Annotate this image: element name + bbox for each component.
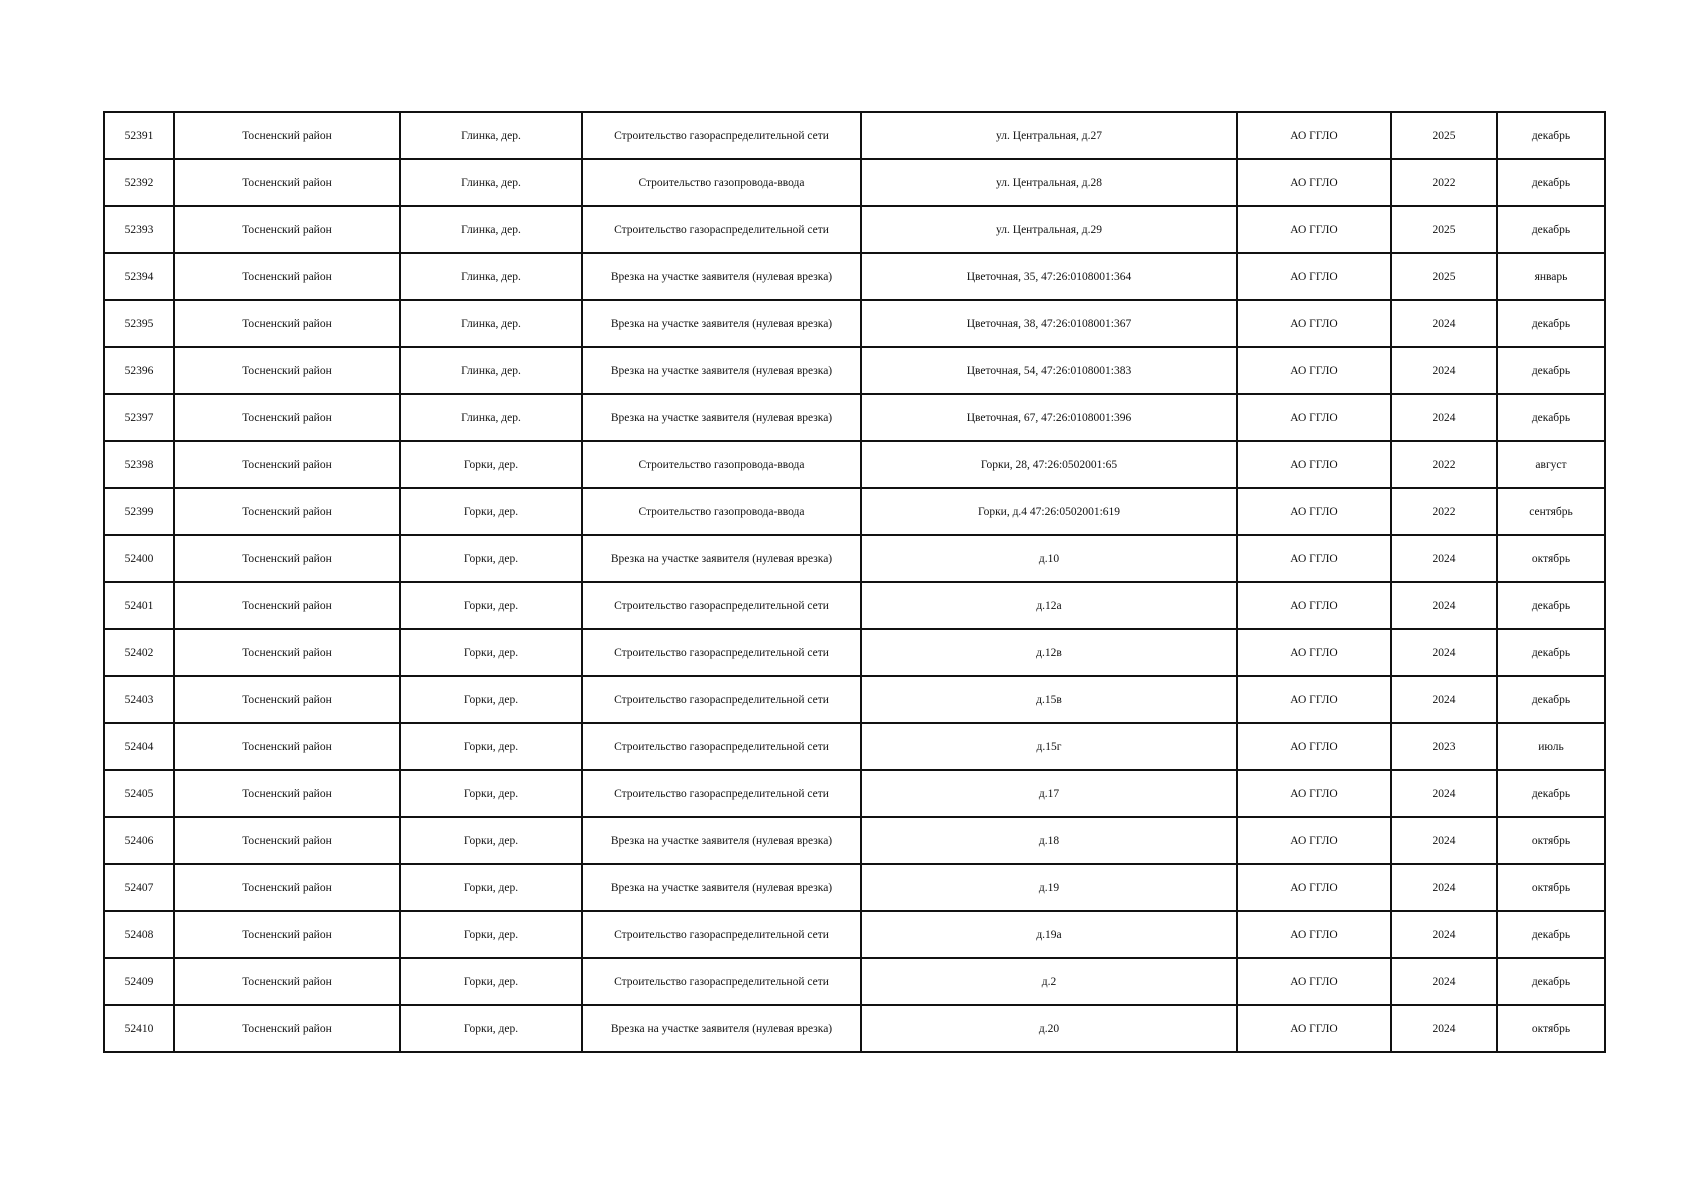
settlement-cell: Горки, дер. [400, 535, 582, 582]
work-type-cell: Строительство газопровода-ввода [582, 159, 861, 206]
month-cell: январь [1497, 253, 1605, 300]
month-cell: декабрь [1497, 770, 1605, 817]
settlement-cell: Горки, дер. [400, 817, 582, 864]
organization-cell: АО ГГЛО [1237, 582, 1391, 629]
id-cell: 52399 [104, 488, 174, 535]
work-type-cell: Врезка на участке заявителя (нулевая врезка) [582, 864, 861, 911]
id-cell: 52397 [104, 394, 174, 441]
year-cell: 2024 [1391, 770, 1497, 817]
table-row [104, 817, 1605, 864]
organization-cell: АО ГГЛО [1237, 770, 1391, 817]
work-type-cell: Врезка на участке заявителя (нулевая врезка) [582, 535, 861, 582]
address-cell: ул. Центральная, д.29 [861, 206, 1237, 253]
table-row [104, 159, 1605, 206]
work-type-cell: Строительство газораспределительной сети [582, 206, 861, 253]
year-cell: 2025 [1391, 253, 1497, 300]
organization-cell: АО ГГЛО [1237, 347, 1391, 394]
table-row [104, 535, 1605, 582]
id-cell: 52391 [104, 112, 174, 159]
organization-cell: АО ГГЛО [1237, 159, 1391, 206]
work-type-cell: Врезка на участке заявителя (нулевая врезка) [582, 1005, 861, 1052]
organization-cell: АО ГГЛО [1237, 911, 1391, 958]
year-cell: 2024 [1391, 864, 1497, 911]
table-row [104, 629, 1605, 676]
year-cell: 2022 [1391, 159, 1497, 206]
settlement-cell: Горки, дер. [400, 441, 582, 488]
district-cell: Тосненский район [174, 629, 400, 676]
work-type-cell: Строительство газораспределительной сети [582, 676, 861, 723]
id-cell: 52393 [104, 206, 174, 253]
organization-cell: АО ГГЛО [1237, 629, 1391, 676]
table-row [104, 206, 1605, 253]
settlement-cell: Горки, дер. [400, 1005, 582, 1052]
year-cell: 2024 [1391, 676, 1497, 723]
settlement-cell: Глинка, дер. [400, 253, 582, 300]
table-row [104, 347, 1605, 394]
work-type-cell: Строительство газораспределительной сети [582, 112, 861, 159]
settlement-cell: Глинка, дер. [400, 394, 582, 441]
id-cell: 52405 [104, 770, 174, 817]
work-type-cell: Строительство газораспределительной сети [582, 770, 861, 817]
year-cell: 2025 [1391, 206, 1497, 253]
month-cell: июль [1497, 723, 1605, 770]
id-cell: 52407 [104, 864, 174, 911]
address-cell: д.19а [861, 911, 1237, 958]
year-cell: 2024 [1391, 817, 1497, 864]
district-cell: Тосненский район [174, 911, 400, 958]
id-cell: 52406 [104, 817, 174, 864]
data-table [103, 111, 1606, 1053]
table-row [104, 582, 1605, 629]
month-cell: декабрь [1497, 582, 1605, 629]
table-row [104, 1005, 1605, 1052]
id-cell: 52394 [104, 253, 174, 300]
id-cell: 52410 [104, 1005, 174, 1052]
month-cell: декабрь [1497, 958, 1605, 1005]
address-cell: д.17 [861, 770, 1237, 817]
work-type-cell: Строительство газопровода-ввода [582, 488, 861, 535]
year-cell: 2022 [1391, 488, 1497, 535]
district-cell: Тосненский район [174, 347, 400, 394]
id-cell: 52398 [104, 441, 174, 488]
table-row [104, 300, 1605, 347]
work-type-cell: Строительство газораспределительной сети [582, 629, 861, 676]
district-cell: Тосненский район [174, 488, 400, 535]
organization-cell: АО ГГЛО [1237, 1005, 1391, 1052]
year-cell: 2024 [1391, 1005, 1497, 1052]
address-cell: д.15в [861, 676, 1237, 723]
table-row [104, 394, 1605, 441]
table-row [104, 723, 1605, 770]
year-cell: 2025 [1391, 112, 1497, 159]
year-cell: 2023 [1391, 723, 1497, 770]
address-cell: ул. Центральная, д.27 [861, 112, 1237, 159]
organization-cell: АО ГГЛО [1237, 864, 1391, 911]
year-cell: 2022 [1391, 441, 1497, 488]
district-cell: Тосненский район [174, 300, 400, 347]
address-cell: д.2 [861, 958, 1237, 1005]
address-cell: д.19 [861, 864, 1237, 911]
address-cell: д.12в [861, 629, 1237, 676]
organization-cell: АО ГГЛО [1237, 112, 1391, 159]
settlement-cell: Горки, дер. [400, 911, 582, 958]
table-row [104, 112, 1605, 159]
organization-cell: АО ГГЛО [1237, 488, 1391, 535]
work-type-cell: Строительство газораспределительной сети [582, 723, 861, 770]
district-cell: Тосненский район [174, 441, 400, 488]
district-cell: Тосненский район [174, 864, 400, 911]
settlement-cell: Горки, дер. [400, 582, 582, 629]
district-cell: Тосненский район [174, 253, 400, 300]
month-cell: декабрь [1497, 676, 1605, 723]
address-cell: Цветочная, 35, 47:26:0108001:364 [861, 253, 1237, 300]
work-type-cell: Врезка на участке заявителя (нулевая врезка) [582, 347, 861, 394]
month-cell: август [1497, 441, 1605, 488]
id-cell: 52408 [104, 911, 174, 958]
district-cell: Тосненский район [174, 723, 400, 770]
id-cell: 52409 [104, 958, 174, 1005]
month-cell: декабрь [1497, 112, 1605, 159]
id-cell: 52392 [104, 159, 174, 206]
month-cell: декабрь [1497, 629, 1605, 676]
month-cell: октябрь [1497, 535, 1605, 582]
organization-cell: АО ГГЛО [1237, 253, 1391, 300]
work-type-cell: Врезка на участке заявителя (нулевая врезка) [582, 300, 861, 347]
month-cell: декабрь [1497, 159, 1605, 206]
district-cell: Тосненский район [174, 535, 400, 582]
id-cell: 52400 [104, 535, 174, 582]
year-cell: 2024 [1391, 582, 1497, 629]
table-row [104, 488, 1605, 535]
year-cell: 2024 [1391, 911, 1497, 958]
organization-cell: АО ГГЛО [1237, 958, 1391, 1005]
year-cell: 2024 [1391, 300, 1497, 347]
district-cell: Тосненский район [174, 1005, 400, 1052]
settlement-cell: Глинка, дер. [400, 159, 582, 206]
organization-cell: АО ГГЛО [1237, 676, 1391, 723]
district-cell: Тосненский район [174, 958, 400, 1005]
district-cell: Тосненский район [174, 394, 400, 441]
organization-cell: АО ГГЛО [1237, 300, 1391, 347]
organization-cell: АО ГГЛО [1237, 394, 1391, 441]
month-cell: октябрь [1497, 864, 1605, 911]
settlement-cell: Глинка, дер. [400, 347, 582, 394]
id-cell: 52401 [104, 582, 174, 629]
settlement-cell: Горки, дер. [400, 770, 582, 817]
month-cell: октябрь [1497, 1005, 1605, 1052]
id-cell: 52395 [104, 300, 174, 347]
table-row [104, 253, 1605, 300]
settlement-cell: Глинка, дер. [400, 300, 582, 347]
work-type-cell: Строительство газопровода-ввода [582, 441, 861, 488]
address-cell: д.12а [861, 582, 1237, 629]
address-cell: Цветочная, 54, 47:26:0108001:383 [861, 347, 1237, 394]
year-cell: 2024 [1391, 347, 1497, 394]
month-cell: сентябрь [1497, 488, 1605, 535]
district-cell: Тосненский район [174, 582, 400, 629]
month-cell: декабрь [1497, 394, 1605, 441]
month-cell: декабрь [1497, 347, 1605, 394]
address-cell: д.10 [861, 535, 1237, 582]
address-cell: ул. Центральная, д.28 [861, 159, 1237, 206]
settlement-cell: Глинка, дер. [400, 112, 582, 159]
organization-cell: АО ГГЛО [1237, 535, 1391, 582]
organization-cell: АО ГГЛО [1237, 817, 1391, 864]
table-row [104, 770, 1605, 817]
settlement-cell: Горки, дер. [400, 629, 582, 676]
settlement-cell: Горки, дер. [400, 958, 582, 1005]
table-row [104, 441, 1605, 488]
address-cell: д.15г [861, 723, 1237, 770]
address-cell: д.20 [861, 1005, 1237, 1052]
table-row [104, 676, 1605, 723]
month-cell: декабрь [1497, 911, 1605, 958]
month-cell: октябрь [1497, 817, 1605, 864]
settlement-cell: Горки, дер. [400, 864, 582, 911]
id-cell: 52404 [104, 723, 174, 770]
district-cell: Тосненский район [174, 676, 400, 723]
work-type-cell: Врезка на участке заявителя (нулевая врезка) [582, 817, 861, 864]
work-type-cell: Строительство газораспределительной сети [582, 958, 861, 1005]
work-type-cell: Строительство газораспределительной сети [582, 582, 861, 629]
address-cell: Цветочная, 67, 47:26:0108001:396 [861, 394, 1237, 441]
settlement-cell: Горки, дер. [400, 723, 582, 770]
district-cell: Тосненский район [174, 817, 400, 864]
table-body [104, 112, 1605, 1052]
year-cell: 2024 [1391, 394, 1497, 441]
work-type-cell: Врезка на участке заявителя (нулевая врезка) [582, 394, 861, 441]
month-cell: декабрь [1497, 300, 1605, 347]
work-type-cell: Строительство газораспределительной сети [582, 911, 861, 958]
address-cell: Цветочная, 38, 47:26:0108001:367 [861, 300, 1237, 347]
district-cell: Тосненский район [174, 206, 400, 253]
work-type-cell: Врезка на участке заявителя (нулевая врезка) [582, 253, 861, 300]
organization-cell: АО ГГЛО [1237, 441, 1391, 488]
settlement-cell: Глинка, дер. [400, 206, 582, 253]
settlement-cell: Горки, дер. [400, 676, 582, 723]
table-row [104, 864, 1605, 911]
month-cell: декабрь [1497, 206, 1605, 253]
district-cell: Тосненский район [174, 112, 400, 159]
year-cell: 2024 [1391, 535, 1497, 582]
address-cell: Горки, 28, 47:26:0502001:65 [861, 441, 1237, 488]
table-row [104, 958, 1605, 1005]
id-cell: 52403 [104, 676, 174, 723]
district-cell: Тосненский район [174, 770, 400, 817]
address-cell: д.18 [861, 817, 1237, 864]
organization-cell: АО ГГЛО [1237, 723, 1391, 770]
year-cell: 2024 [1391, 629, 1497, 676]
settlement-cell: Горки, дер. [400, 488, 582, 535]
id-cell: 52402 [104, 629, 174, 676]
table-row [104, 911, 1605, 958]
organization-cell: АО ГГЛО [1237, 206, 1391, 253]
address-cell: Горки, д.4 47:26:0502001:619 [861, 488, 1237, 535]
district-cell: Тосненский район [174, 159, 400, 206]
year-cell: 2024 [1391, 958, 1497, 1005]
id-cell: 52396 [104, 347, 174, 394]
